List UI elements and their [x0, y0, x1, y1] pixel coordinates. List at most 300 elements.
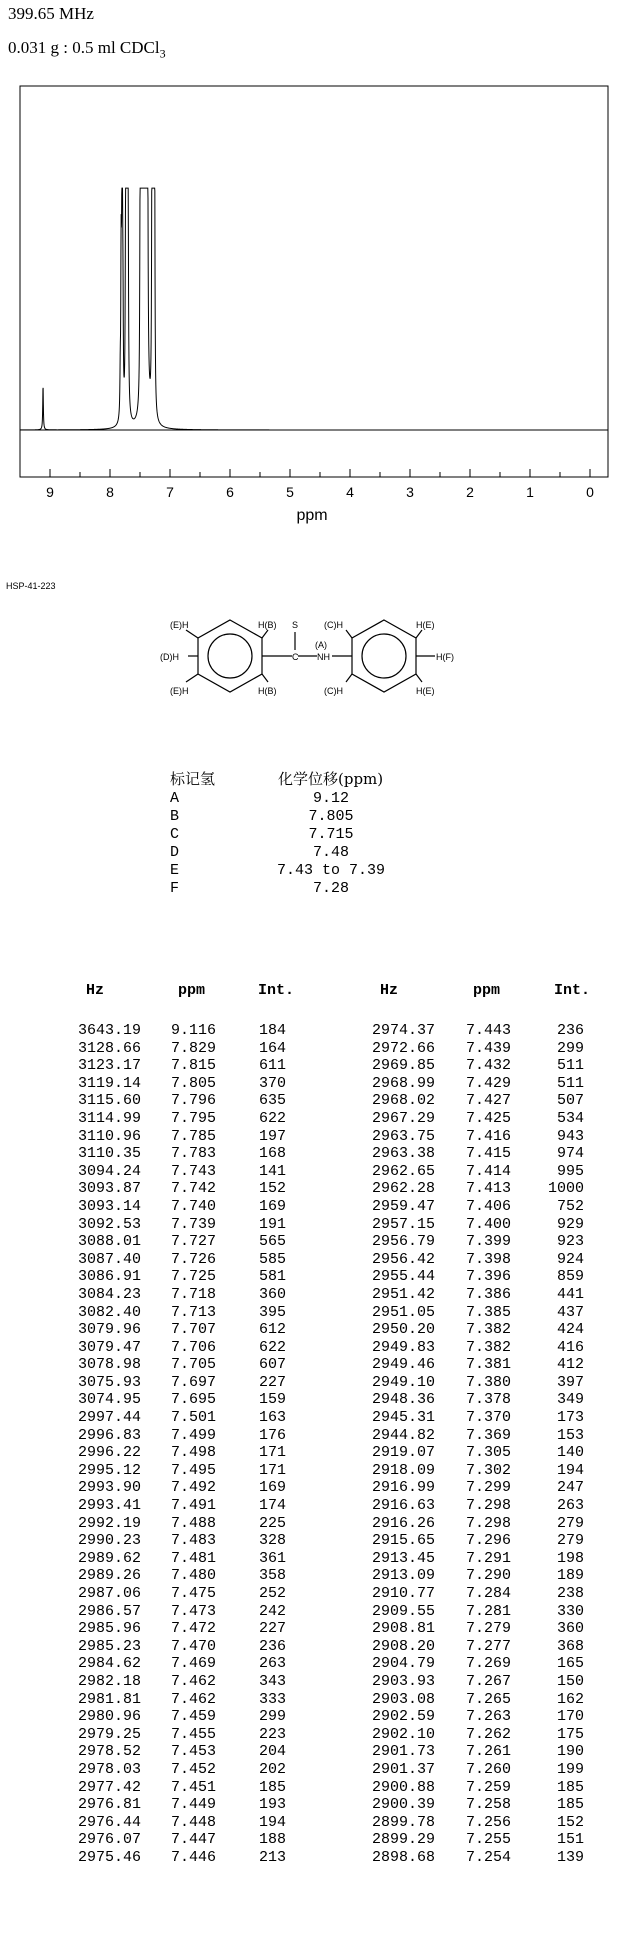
benzene-ring-left — [198, 620, 262, 692]
cell-int: 164 — [258, 1039, 286, 1057]
cell-int: 1000 — [547, 1180, 584, 1198]
cell-hz: 2950.20 — [371, 1321, 435, 1339]
cell-ppm: 7.277 — [465, 1637, 511, 1655]
cell-hz: 2913.09 — [371, 1567, 435, 1585]
cell-ppm: 7.413 — [465, 1180, 511, 1198]
cell-ppm: 7.697 — [170, 1373, 216, 1391]
cell-ppm: 7.255 — [465, 1831, 511, 1849]
cell-int: 238 — [556, 1585, 584, 1602]
cell-int: 152 — [258, 1180, 286, 1198]
table-row — [0, 1444, 626, 1462]
cell-hz: 2951.42 — [371, 1285, 435, 1303]
cell-hz: 2957.15 — [371, 1215, 435, 1233]
cell-ppm: 7.491 — [170, 1497, 216, 1515]
assignment-table — [150, 768, 470, 898]
cell-hz: 2978.52 — [77, 1743, 141, 1761]
cell-hz: 3110.35 — [77, 1145, 141, 1163]
cell-ppm: 7.381 — [465, 1356, 511, 1374]
ring1-h-top-left: (E)H — [170, 620, 189, 630]
cell-int: 139 — [556, 1848, 584, 1866]
cell-int: 199 — [556, 1760, 584, 1778]
cell-hz: 2956.42 — [371, 1250, 435, 1268]
cell-hz: 2903.93 — [371, 1672, 435, 1690]
thio-sulfur: S — [292, 620, 299, 630]
cell-int: 330 — [556, 1602, 584, 1620]
cell-int: 929 — [556, 1215, 584, 1233]
cell-int: 441 — [556, 1285, 584, 1303]
cell-int: 511 — [556, 1057, 584, 1075]
cell-hz: 3082.40 — [77, 1303, 141, 1321]
cell-ppm: 7.448 — [170, 1813, 216, 1831]
cell-ppm: 7.258 — [465, 1796, 511, 1814]
cell-ppm: 7.483 — [170, 1532, 216, 1550]
cell-int: 279 — [556, 1514, 584, 1532]
cell-int: 263 — [556, 1497, 584, 1515]
cell-ppm: 7.707 — [170, 1321, 216, 1339]
cell-ppm: 7.725 — [170, 1268, 216, 1286]
cell-ppm: 7.718 — [170, 1285, 216, 1303]
cell-hz: 2978.03 — [77, 1760, 141, 1778]
cell-int: 185 — [258, 1778, 286, 1796]
cell-ppm: 7.382 — [465, 1338, 511, 1356]
cell-int: 191 — [258, 1215, 286, 1233]
cell-ppm: 7.380 — [465, 1373, 511, 1391]
cell-hz: 2901.37 — [371, 1760, 435, 1778]
cell-ppm: 7.706 — [170, 1338, 216, 1356]
assignment-row — [150, 862, 470, 880]
header-ppm-right: ppm — [473, 982, 501, 999]
cell-hz: 2996.83 — [77, 1426, 141, 1444]
assign-label: D — [170, 844, 180, 861]
benzene-ring-right — [352, 620, 416, 692]
cell-hz: 3093.87 — [77, 1180, 141, 1198]
cell-ppm: 7.475 — [170, 1585, 216, 1602]
cell-hz: 2977.42 — [77, 1778, 141, 1796]
cell-ppm: 7.481 — [170, 1549, 216, 1567]
cell-hz: 2916.26 — [371, 1514, 435, 1532]
cell-ppm: 7.369 — [465, 1426, 511, 1444]
ring2-h-top-left: (C)H — [324, 620, 343, 630]
cell-int: 190 — [556, 1743, 584, 1761]
cell-ppm: 7.492 — [170, 1479, 216, 1497]
assignment-row — [150, 826, 470, 844]
cell-hz: 3086.91 — [77, 1268, 141, 1286]
cell-int: 153 — [556, 1426, 584, 1444]
cell-ppm: 7.290 — [465, 1567, 511, 1585]
cell-hz: 3093.14 — [77, 1197, 141, 1215]
cell-ppm: 7.399 — [465, 1233, 511, 1251]
nmr-spectrum-chart — [0, 80, 626, 580]
cell-hz: 2976.44 — [77, 1813, 141, 1831]
table-row — [0, 1708, 626, 1726]
cell-int: 412 — [556, 1356, 584, 1374]
cell-hz: 2910.77 — [371, 1585, 435, 1602]
cell-ppm: 7.495 — [170, 1461, 216, 1479]
cell-int: 635 — [258, 1092, 286, 1110]
cell-hz: 2972.66 — [371, 1039, 435, 1057]
cell-hz: 2944.82 — [371, 1426, 435, 1444]
cell-hz: 2967.29 — [371, 1109, 435, 1127]
cell-hz: 2913.45 — [371, 1549, 435, 1567]
cell-hz: 2902.59 — [371, 1708, 435, 1726]
cell-int: 162 — [556, 1690, 584, 1708]
cell-hz: 2904.79 — [371, 1655, 435, 1673]
cell-ppm: 7.302 — [465, 1461, 511, 1479]
cell-int: 581 — [258, 1268, 286, 1286]
cell-ppm: 7.443 — [465, 1022, 511, 1039]
cell-int: 213 — [258, 1848, 286, 1866]
cell-hz: 2902.10 — [371, 1725, 435, 1743]
cell-ppm: 7.815 — [170, 1057, 216, 1075]
cell-hz: 2997.44 — [77, 1409, 141, 1427]
x-tick-label: 4 — [346, 484, 354, 500]
cell-int: 242 — [258, 1602, 286, 1620]
table-row — [0, 1251, 626, 1269]
cell-ppm: 7.449 — [170, 1796, 216, 1814]
cell-ppm: 7.267 — [465, 1672, 511, 1690]
cell-int: 150 — [556, 1672, 584, 1690]
cell-ppm: 7.796 — [170, 1092, 216, 1110]
cell-ppm: 7.743 — [170, 1162, 216, 1180]
cell-ppm: 7.472 — [170, 1620, 216, 1638]
cell-int: 151 — [556, 1831, 584, 1849]
cell-int: 197 — [258, 1127, 286, 1145]
cell-hz: 2979.25 — [77, 1725, 141, 1743]
assign-shift: 7.28 — [312, 880, 349, 897]
assignment-header — [150, 768, 470, 790]
cell-int: 299 — [258, 1708, 286, 1726]
cell-int: 236 — [258, 1637, 286, 1655]
cell-int: 416 — [556, 1338, 584, 1356]
cell-ppm: 7.400 — [465, 1215, 511, 1233]
ring2-h-bottom-right: H(E) — [416, 686, 435, 696]
cell-hz: 2996.22 — [77, 1444, 141, 1462]
cell-int: 194 — [258, 1813, 286, 1831]
cell-hz: 2915.65 — [371, 1532, 435, 1550]
table-row — [0, 1532, 626, 1550]
assign-label: F — [170, 880, 180, 897]
table-row — [0, 1391, 626, 1409]
cell-hz: 3114.99 — [77, 1109, 141, 1127]
cell-ppm: 7.284 — [465, 1585, 511, 1602]
cell-ppm: 7.462 — [170, 1690, 216, 1708]
cell-ppm: 7.296 — [465, 1532, 511, 1550]
molecule-structure — [110, 600, 510, 760]
cell-int: 565 — [258, 1233, 286, 1251]
cell-int: 395 — [258, 1303, 286, 1321]
cell-ppm: 7.299 — [465, 1479, 511, 1497]
cell-hz: 2985.96 — [77, 1620, 141, 1638]
header-ppm-left: ppm — [178, 982, 206, 999]
table-row — [0, 1655, 626, 1673]
cell-hz: 2985.23 — [77, 1637, 141, 1655]
cell-hz: 3115.60 — [77, 1092, 141, 1110]
cell-int: 185 — [556, 1796, 584, 1814]
nh-label: (A) — [315, 640, 327, 650]
ring1-h-bottom-left: (E)H — [170, 686, 189, 696]
cell-int: 397 — [556, 1373, 584, 1391]
table-row — [0, 1110, 626, 1128]
table-row — [0, 1163, 626, 1181]
cell-ppm: 7.439 — [465, 1039, 511, 1057]
cell-int: 204 — [258, 1743, 286, 1761]
cell-hz: 2984.62 — [77, 1655, 141, 1673]
cell-hz: 2955.44 — [371, 1268, 435, 1286]
cell-hz: 2899.78 — [371, 1813, 435, 1831]
table-row — [0, 1180, 626, 1198]
cell-int: 159 — [258, 1391, 286, 1409]
cell-hz: 2949.83 — [371, 1338, 435, 1356]
x-tick-label: 7 — [166, 484, 174, 500]
cell-int: 198 — [556, 1549, 584, 1567]
cell-int: 252 — [258, 1585, 286, 1602]
cell-ppm: 7.425 — [465, 1109, 511, 1127]
cell-hz: 3110.96 — [77, 1127, 141, 1145]
cell-int: 859 — [556, 1268, 584, 1286]
cell-int: 361 — [258, 1549, 286, 1567]
table-row — [0, 1831, 626, 1849]
assign-label: E — [170, 862, 180, 879]
cell-int: 263 — [258, 1655, 286, 1673]
x-tick-label: 5 — [286, 484, 294, 500]
cell-ppm: 7.298 — [465, 1514, 511, 1532]
cell-int: 279 — [556, 1532, 584, 1550]
table-row — [0, 1796, 626, 1814]
cell-ppm: 7.462 — [170, 1672, 216, 1690]
cell-ppm: 7.473 — [170, 1602, 216, 1620]
table-row — [0, 1145, 626, 1163]
cell-ppm: 7.446 — [170, 1848, 216, 1866]
x-tick-label: 9 — [46, 484, 54, 500]
cell-ppm: 7.451 — [170, 1778, 216, 1796]
table-row — [0, 1427, 626, 1445]
cell-ppm: 7.386 — [465, 1285, 511, 1303]
table-row — [0, 1321, 626, 1339]
table-row — [0, 1515, 626, 1533]
cell-int: 227 — [258, 1373, 286, 1391]
cell-int: 370 — [258, 1074, 286, 1092]
cell-int: 175 — [556, 1725, 584, 1743]
cell-hz: 2995.12 — [77, 1461, 141, 1479]
cell-int: 223 — [258, 1725, 286, 1743]
cell-ppm: 7.305 — [465, 1444, 511, 1462]
cell-int: 165 — [556, 1655, 584, 1673]
table-row — [0, 1075, 626, 1093]
assignment-rows — [150, 790, 470, 898]
assign-shift: 7.43 to 7.39 — [276, 862, 386, 879]
cell-hz: 2901.73 — [371, 1743, 435, 1761]
cell-hz: 2916.63 — [371, 1497, 435, 1515]
cell-int: 170 — [556, 1708, 584, 1726]
cell-int: 368 — [556, 1637, 584, 1655]
cell-ppm: 7.713 — [170, 1303, 216, 1321]
spectrum-trace — [20, 188, 608, 430]
cell-hz: 2900.88 — [371, 1778, 435, 1796]
cell-ppm: 7.415 — [465, 1145, 511, 1163]
cell-ppm: 7.279 — [465, 1620, 511, 1638]
peak-table-body — [0, 1022, 626, 1867]
cell-hz: 2981.81 — [77, 1690, 141, 1708]
table-row — [0, 1567, 626, 1585]
table-row — [0, 1286, 626, 1304]
cell-int: 163 — [258, 1409, 286, 1427]
cell-int: 202 — [258, 1760, 286, 1778]
cell-ppm: 7.785 — [170, 1127, 216, 1145]
cell-int: 360 — [258, 1285, 286, 1303]
assign-shift: 7.48 — [312, 844, 349, 861]
cell-int: 236 — [556, 1022, 584, 1039]
cell-ppm: 7.414 — [465, 1162, 511, 1180]
cell-ppm: 7.260 — [465, 1760, 511, 1778]
cell-hz: 2949.46 — [371, 1356, 435, 1374]
plot-frame — [20, 86, 608, 477]
cell-ppm: 7.262 — [465, 1725, 511, 1743]
cell-hz: 2918.09 — [371, 1461, 435, 1479]
cell-int: 995 — [556, 1162, 584, 1180]
ring1-h-bottom-right: H(B) — [258, 686, 277, 696]
cell-hz: 2968.99 — [371, 1074, 435, 1092]
table-row — [0, 1779, 626, 1797]
cell-hz: 3074.95 — [77, 1391, 141, 1409]
cell-int: 152 — [556, 1813, 584, 1831]
cell-ppm: 7.705 — [170, 1356, 216, 1374]
cell-ppm: 7.498 — [170, 1444, 216, 1462]
cell-ppm: 7.739 — [170, 1215, 216, 1233]
cell-hz: 3084.23 — [77, 1285, 141, 1303]
assignment-row — [150, 808, 470, 826]
table-row — [0, 1339, 626, 1357]
sample-concentration — [8, 38, 166, 61]
table-row — [0, 1673, 626, 1691]
cell-int: 349 — [556, 1391, 584, 1409]
assign-col-shift-header: 化学位移(ppm) — [278, 770, 384, 788]
cell-int: 185 — [556, 1778, 584, 1796]
cell-int: 328 — [258, 1532, 286, 1550]
table-row — [0, 1092, 626, 1110]
cell-hz: 2962.65 — [371, 1162, 435, 1180]
cell-hz: 2951.05 — [371, 1303, 435, 1321]
cell-hz: 2919.07 — [371, 1444, 435, 1462]
cell-ppm: 7.416 — [465, 1127, 511, 1145]
cell-hz: 2949.10 — [371, 1373, 435, 1391]
cell-int: 141 — [258, 1162, 286, 1180]
cell-ppm: 7.259 — [465, 1778, 511, 1796]
cell-hz: 2945.31 — [371, 1409, 435, 1427]
table-row — [0, 1233, 626, 1251]
cell-ppm: 7.501 — [170, 1409, 216, 1427]
cell-ppm: 7.795 — [170, 1109, 216, 1127]
cell-int: 424 — [556, 1321, 584, 1339]
cell-ppm: 7.480 — [170, 1567, 216, 1585]
cell-int: 437 — [556, 1303, 584, 1321]
table-row — [0, 1550, 626, 1568]
table-row — [0, 1620, 626, 1638]
cell-hz: 2956.79 — [371, 1233, 435, 1251]
cell-ppm: 7.298 — [465, 1497, 511, 1515]
cell-int: 171 — [258, 1461, 286, 1479]
x-tick-label: 8 — [106, 484, 114, 500]
table-row — [0, 1022, 626, 1040]
table-row — [0, 1040, 626, 1058]
cell-int: 176 — [258, 1426, 286, 1444]
cell-hz: 3079.47 — [77, 1338, 141, 1356]
ring1-h-left: (D)H — [160, 652, 179, 662]
cell-hz: 3128.66 — [77, 1039, 141, 1057]
header-hz-right: Hz — [380, 982, 399, 999]
cell-hz: 3094.24 — [77, 1162, 141, 1180]
cell-hz: 2990.23 — [77, 1532, 141, 1550]
cell-hz: 2899.29 — [371, 1831, 435, 1849]
cell-hz: 2898.68 — [371, 1848, 435, 1866]
cell-int: 943 — [556, 1127, 584, 1145]
table-row — [0, 1374, 626, 1392]
cell-hz: 3092.53 — [77, 1215, 141, 1233]
cell-ppm: 7.261 — [465, 1743, 511, 1761]
x-tick-label: 1 — [526, 484, 534, 500]
cell-ppm: 7.447 — [170, 1831, 216, 1849]
cell-hz: 3088.01 — [77, 1233, 141, 1251]
table-row — [0, 1216, 626, 1234]
cell-ppm: 7.727 — [170, 1233, 216, 1251]
assign-shift: 9.12 — [312, 790, 349, 807]
cell-ppm: 7.378 — [465, 1391, 511, 1409]
cell-ppm: 7.398 — [465, 1250, 511, 1268]
table-row — [0, 1743, 626, 1761]
cell-hz: 2987.06 — [77, 1585, 141, 1602]
assign-label: A — [170, 790, 180, 807]
cell-ppm: 7.805 — [170, 1074, 216, 1092]
assignment-row — [150, 844, 470, 862]
cell-int: 333 — [258, 1690, 286, 1708]
cell-int: 622 — [258, 1338, 286, 1356]
table-row — [0, 1497, 626, 1515]
header-hz-left: Hz — [86, 982, 105, 999]
cell-hz: 2908.81 — [371, 1620, 435, 1638]
cell-hz: 2993.90 — [77, 1479, 141, 1497]
table-row — [0, 1638, 626, 1656]
cell-hz: 2974.37 — [371, 1022, 435, 1039]
peak-table-header — [0, 982, 626, 1002]
cell-hz: 2963.75 — [371, 1127, 435, 1145]
x-tick-label: 3 — [406, 484, 414, 500]
table-row — [0, 1128, 626, 1146]
cell-ppm: 7.469 — [170, 1655, 216, 1673]
cell-hz: 2975.46 — [77, 1848, 141, 1866]
cell-hz: 3643.19 — [77, 1022, 141, 1039]
cell-hz: 2916.99 — [371, 1479, 435, 1497]
cell-hz: 2982.18 — [77, 1672, 141, 1690]
cell-hz: 2993.41 — [77, 1497, 141, 1515]
assign-shift: 7.805 — [308, 808, 354, 825]
x-axis-ticks — [20, 469, 594, 500]
table-row — [0, 1479, 626, 1497]
cell-ppm: 7.470 — [170, 1637, 216, 1655]
nh-group: NH — [317, 652, 330, 662]
cell-int: 140 — [556, 1444, 584, 1462]
assignment-row — [150, 790, 470, 808]
cell-int: 923 — [556, 1233, 584, 1251]
cell-int: 173 — [556, 1409, 584, 1427]
cell-int: 184 — [258, 1022, 286, 1039]
cell-int: 358 — [258, 1567, 286, 1585]
header-int-left: Int. — [258, 982, 295, 999]
cell-ppm: 7.269 — [465, 1655, 511, 1673]
cell-hz: 2963.38 — [371, 1145, 435, 1163]
cell-int: 188 — [258, 1831, 286, 1849]
table-row — [0, 1585, 626, 1603]
cell-hz: 2903.08 — [371, 1690, 435, 1708]
cell-ppm: 7.453 — [170, 1743, 216, 1761]
